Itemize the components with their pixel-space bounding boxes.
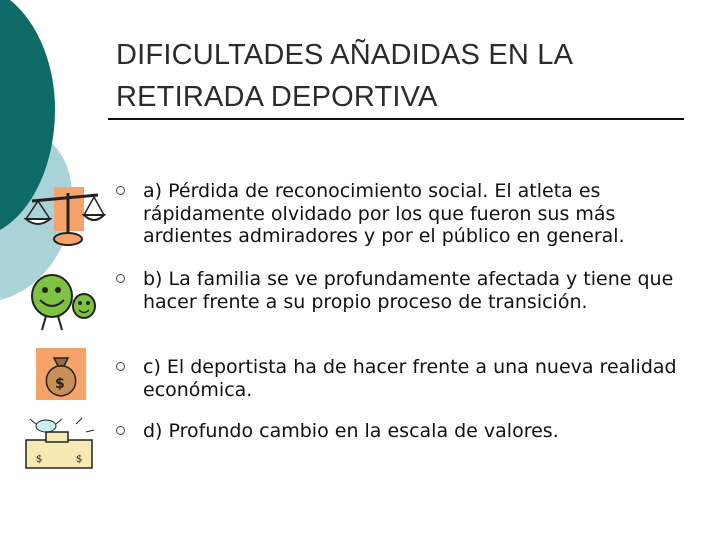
bullet-text: d) Profundo cambio en la escala de valores. bbox=[143, 420, 559, 442]
title-divider bbox=[108, 118, 684, 120]
bullet-item-c bbox=[116, 356, 686, 401]
bullet-text: b) La familia se ve profundamente afectada y tiene que hacer frente a su propio proceso de transición. bbox=[143, 268, 674, 313]
bullet-marker bbox=[116, 274, 125, 283]
title-line-1: DIFICULTADES AÑADIDAS EN LA bbox=[116, 39, 574, 71]
scales-icon bbox=[24, 185, 106, 251]
bullet-item-d bbox=[116, 420, 686, 443]
svg-text:$: $ bbox=[36, 454, 43, 465]
bullet-marker bbox=[116, 186, 125, 195]
bullet-marker bbox=[116, 426, 125, 435]
bullet-marker bbox=[116, 362, 125, 371]
bullet-item-b bbox=[116, 268, 686, 313]
bullet-text: a) Pérdida de reconocimiento social. El atleta es rápidamente olvidado por los que fueron sus más ardientes admiradores y por el público en general. bbox=[143, 180, 625, 247]
svg-text:$: $ bbox=[76, 454, 83, 465]
money-bag-icon bbox=[36, 348, 86, 400]
title-line-2: RETIRADA DEPORTIVA bbox=[116, 81, 438, 113]
teal-corner-decoration bbox=[0, 0, 120, 300]
bullet-item-a bbox=[116, 180, 686, 248]
podium-icon bbox=[16, 414, 106, 470]
slide-title bbox=[116, 34, 676, 118]
svg-text:$: $ bbox=[55, 376, 65, 392]
family-faces-icon bbox=[22, 268, 104, 334]
bullet-text: c) El deportista ha de hacer frente a una nueva realidad económica. bbox=[143, 356, 677, 401]
